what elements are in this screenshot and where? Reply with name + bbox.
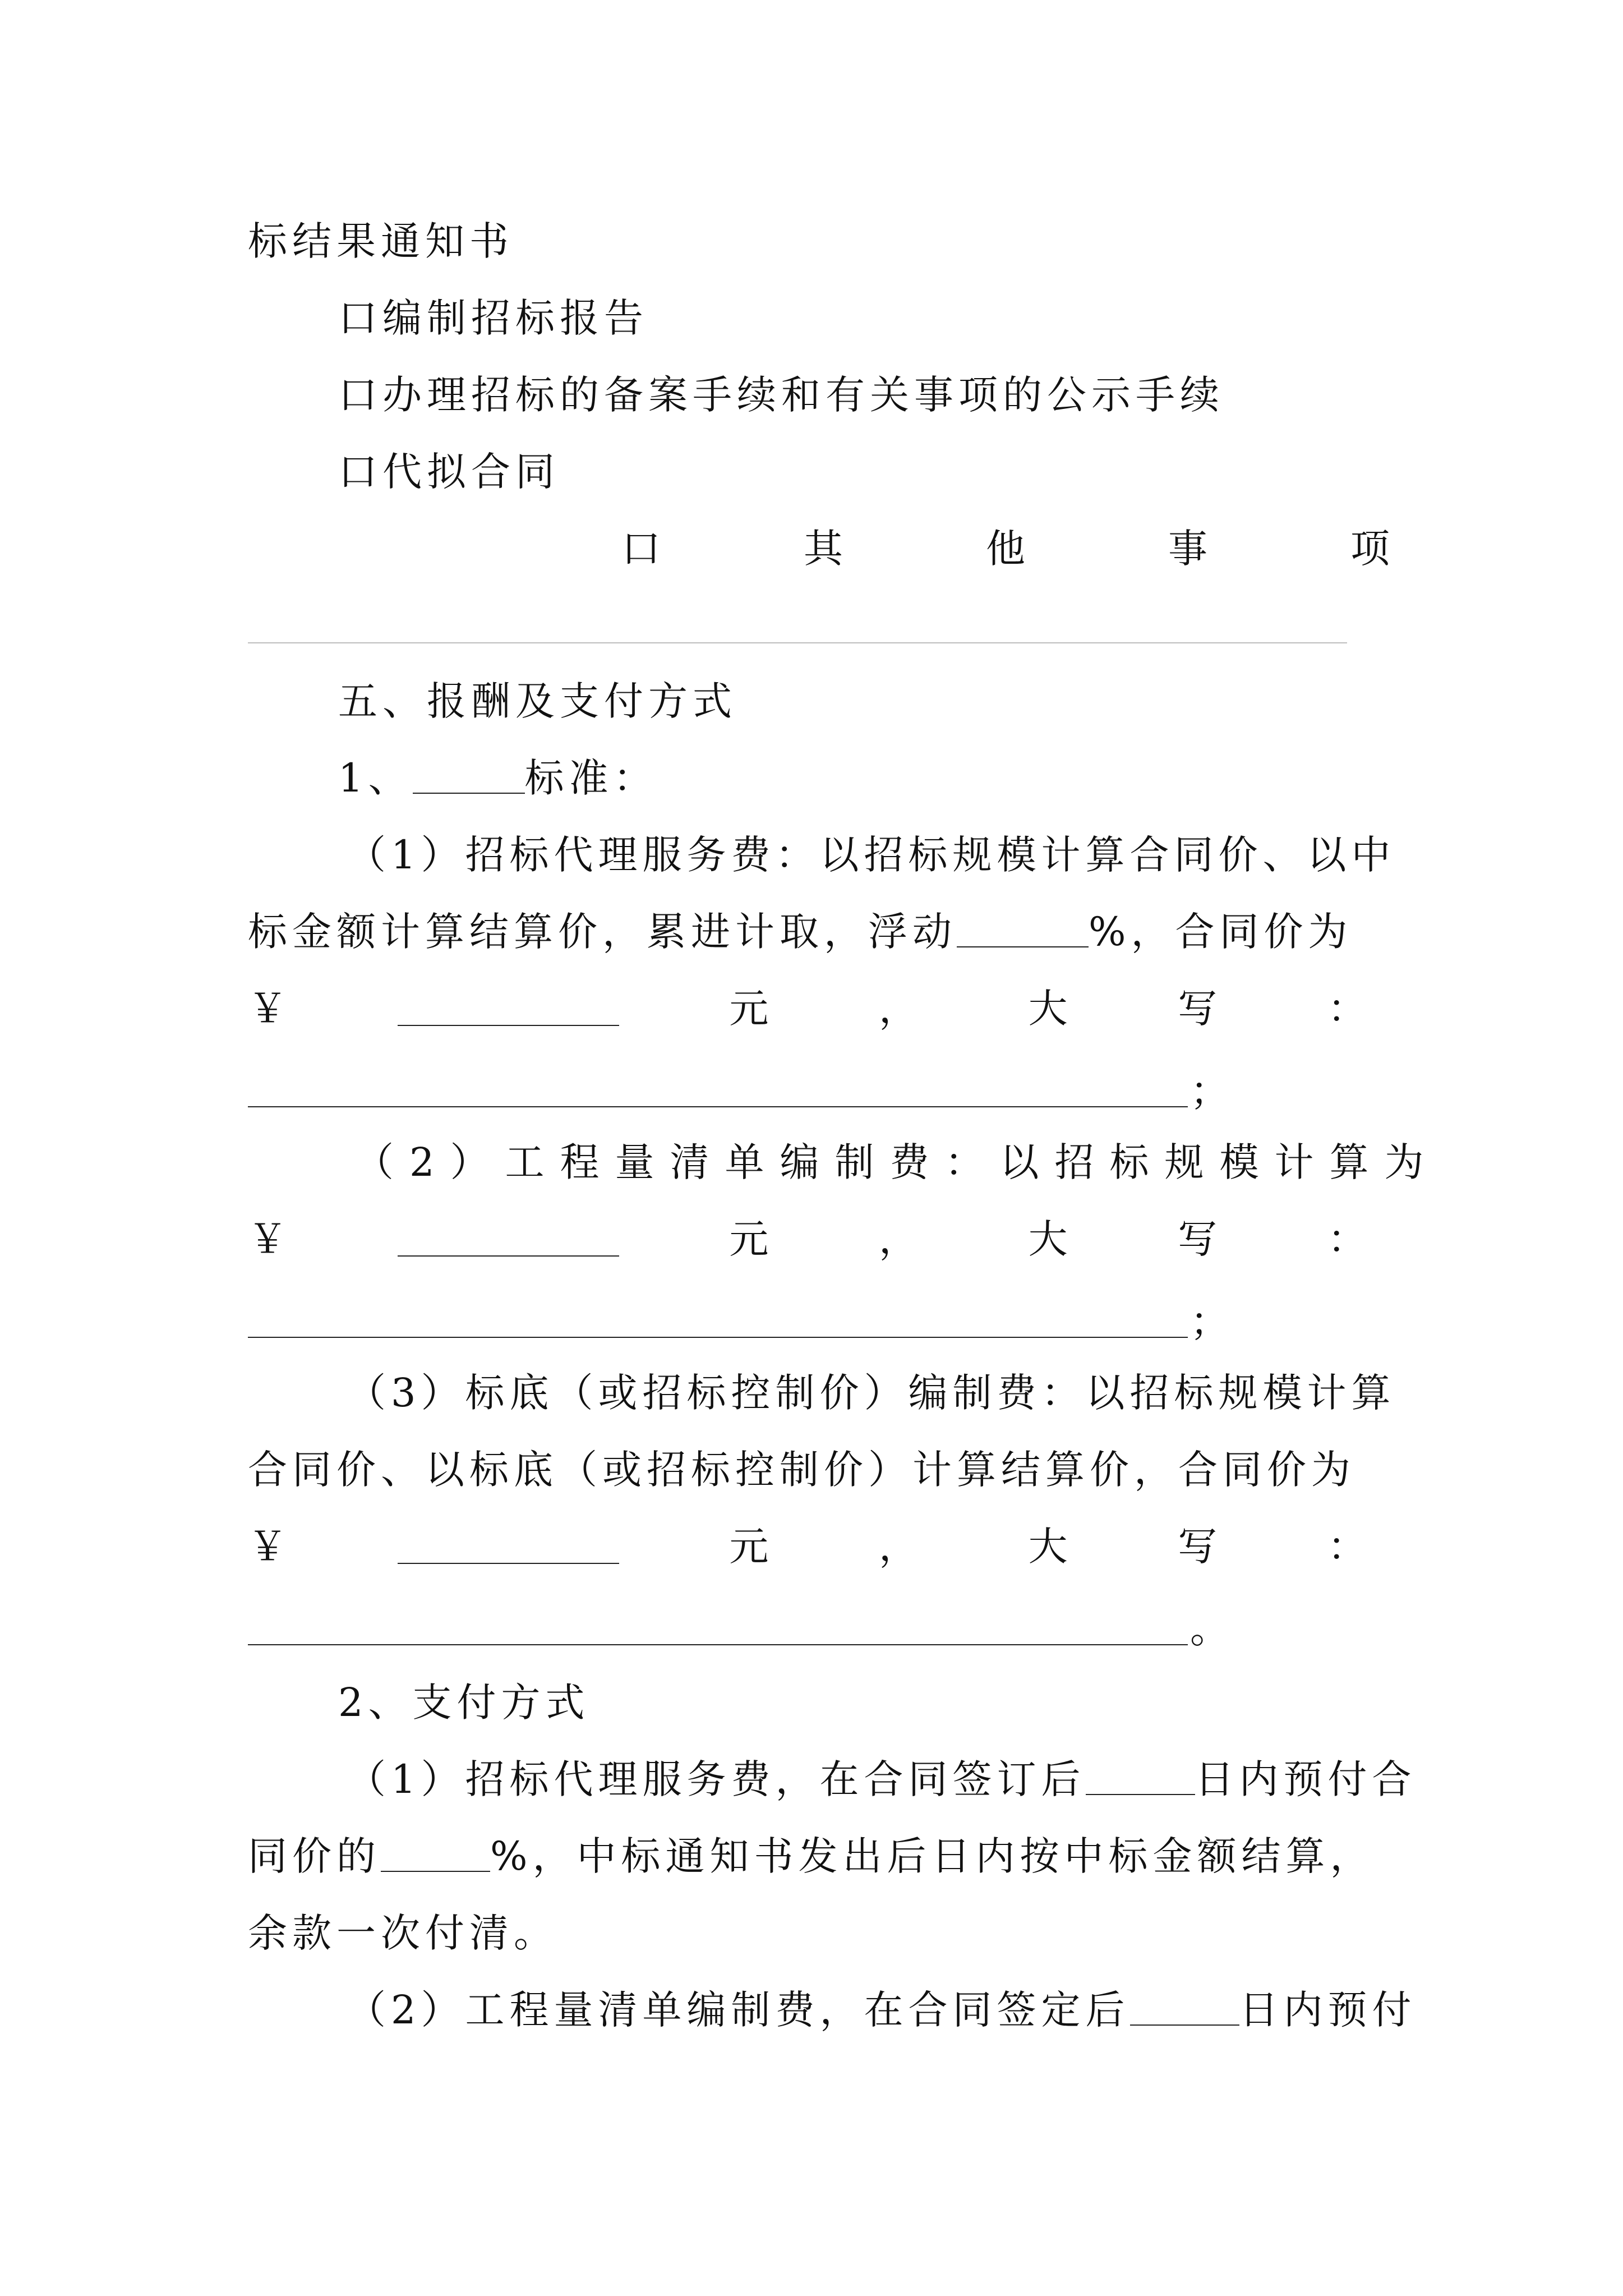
item-compile-report: 口编制招标报告 [338, 295, 648, 341]
other-char: 项 [1350, 526, 1390, 572]
other-matters-fill-line [248, 642, 1347, 643]
fee-3-amount-row [248, 1519, 1367, 1575]
percent-blank [381, 1837, 490, 1872]
pay-2-text: （2）工程量清单编制费，在合同签定后 [347, 1987, 1130, 2033]
pay-1-line-c: 余款一次付清。 [248, 1910, 558, 1956]
comma: ， [878, 986, 918, 1032]
item-filing-procedures: 口办理招标的备案手续和有关事项的公示手续 [338, 372, 1224, 418]
fee-3-end-mark: 。 [1190, 1606, 1234, 1652]
fee-3-line-a: （3）标底（或招标控制价）编制费：以招标规模计算 [347, 1370, 1396, 1416]
daxie-char-2: 写 [1178, 1216, 1218, 1262]
section-heading-payment: 五、报酬及支付方式 [338, 678, 737, 724]
fee-2-line-a: （2）工程量清单编制费：以招标规模计算为 [354, 1139, 1440, 1185]
clause-2-payment-method: 2、支付方式 [338, 1680, 590, 1726]
pay-1-text: （1）招标代理服务费，在合同签订后 [347, 1756, 1086, 1802]
pay-2-text-post: 日内预付 [1239, 1987, 1417, 2033]
fee-1-text: 标金额计算结算价，累进计取，浮动 [248, 909, 957, 955]
daxie-char-1: 大 [1028, 986, 1068, 1032]
amount-blank [398, 1222, 619, 1257]
yuan-unit: 元 [729, 1216, 769, 1262]
other-char: 事 [1168, 526, 1207, 572]
colon: ： [1327, 986, 1367, 1032]
item-other-matters [621, 521, 1390, 577]
pay-2-line-a [347, 1982, 1417, 2038]
float-percent-blank [957, 913, 1089, 947]
yuan-symbol: ￥ [248, 1524, 287, 1570]
other-char: 其 [804, 526, 843, 572]
fee-1-text-post: %，合同价为 [1089, 909, 1353, 955]
pay-1-line-b [248, 1828, 1375, 1884]
fee-1-end-mark: ； [1190, 1068, 1234, 1114]
daxie-char-2: 写 [1178, 1524, 1218, 1570]
item-draft-contract: 口代拟合同 [338, 449, 560, 495]
fee-2-amount-row [248, 1211, 1367, 1267]
yuan-unit: 元 [729, 986, 769, 1032]
daxie-char-1: 大 [1028, 1524, 1068, 1570]
line-result-notice: 标结果通知书 [248, 218, 514, 264]
fee-2-end-mark: ； [1190, 1299, 1234, 1345]
colon: ： [1327, 1216, 1367, 1262]
other-char: 他 [986, 526, 1025, 572]
days-blank [1130, 1991, 1239, 2026]
pay-1b-text-post: %，中标通知书发出后日内按中标金额结算， [490, 1833, 1375, 1879]
other-char: 口 [621, 526, 661, 572]
yuan-unit: 元 [729, 1524, 769, 1570]
fee-1-daxie-blank [248, 1106, 1188, 1107]
clause-number: 1、 [338, 755, 413, 801]
fee-3-line-b: 合同价、以标底（或招标控制价）计算结算价，合同价为 [248, 1447, 1355, 1493]
amount-blank [398, 1529, 619, 1564]
daxie-char-2: 写 [1178, 986, 1218, 1032]
fee-2-daxie-blank [248, 1337, 1188, 1338]
fee-1-amount-row [248, 981, 1367, 1037]
pay-1b-text: 同价的 [248, 1833, 381, 1879]
fee-3-daxie-blank [248, 1644, 1188, 1645]
yuan-symbol: ￥ [248, 1216, 287, 1262]
pay-1-text-post: 日内预付合 [1195, 1756, 1417, 1802]
colon: ： [1327, 1524, 1367, 1570]
comma: ， [878, 1216, 918, 1262]
pay-1-line-a [347, 1751, 1417, 1807]
standard-blank [413, 759, 525, 794]
comma: ， [878, 1524, 918, 1570]
daxie-char-1: 大 [1028, 1216, 1068, 1262]
standard-label: 标准： [524, 755, 658, 801]
amount-blank [398, 991, 619, 1026]
fee-1-line-a: （1）招标代理服务费：以招标规模计算合同价、以中 [347, 832, 1396, 878]
fee-1-line-b [248, 904, 1353, 960]
clause-1-standard [338, 750, 658, 806]
days-blank [1086, 1760, 1195, 1795]
yuan-symbol: ￥ [248, 986, 287, 1032]
